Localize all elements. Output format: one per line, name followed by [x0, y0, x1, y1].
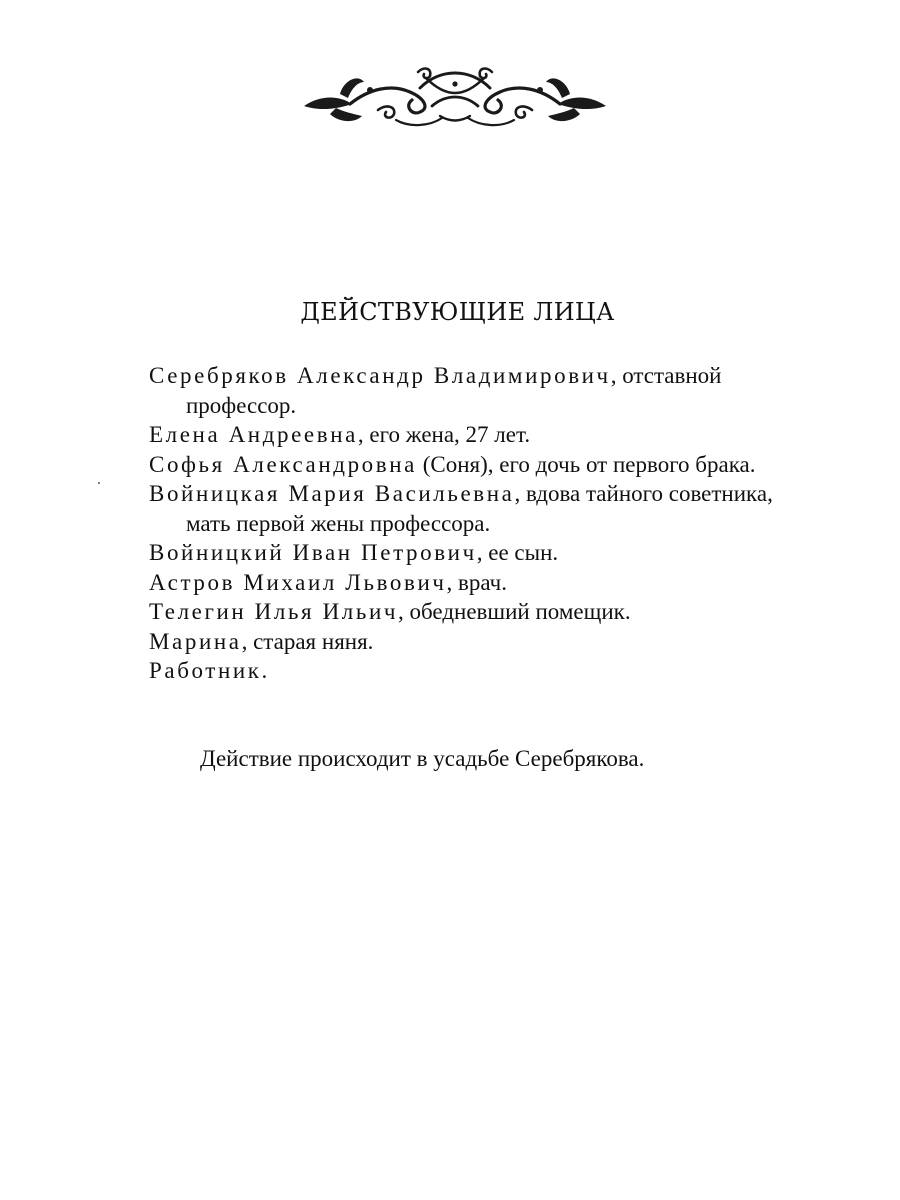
character-name: Серебряков Александр Владимирович	[149, 363, 611, 388]
character-name: Войницкая Мария Васильевна	[149, 481, 515, 506]
character-description: , ее сын.	[476, 540, 559, 565]
cast-entry	[149, 627, 779, 657]
character-description: , старая няня.	[241, 628, 374, 654]
character-description: , отставной профессор.	[186, 363, 722, 418]
cast-entry	[149, 656, 779, 686]
cast-entry	[149, 597, 779, 627]
setting-note: Действие происходит в усадьбе Серебрякова.	[200, 746, 645, 771]
character-description: , его жена, 27 лет.	[357, 422, 531, 447]
cast-entry	[149, 479, 779, 538]
character-name: Телегин Илья Ильич	[149, 599, 399, 624]
cast-entry	[149, 568, 779, 598]
cast-entry	[149, 361, 779, 420]
character-description: , обедневший помещик.	[398, 599, 631, 624]
cast-entry	[149, 538, 779, 568]
scroll-ornament-icon	[300, 58, 610, 134]
character-name: Работник	[149, 658, 262, 683]
page-title: ДЕЙСТВУЮЩИЕ ЛИЦА	[300, 298, 615, 326]
cast-list	[149, 361, 779, 686]
character-name: Марина	[149, 628, 242, 654]
character-name: Войницкий Иван Петрович	[149, 540, 477, 565]
character-description: .	[261, 658, 268, 683]
character-name: Астров Михаил Львович	[149, 569, 447, 595]
page-speck	[98, 482, 100, 484]
character-name: Елена Андреевна	[149, 422, 358, 447]
character-description: , вдова тайного советника, мать первой жены профессора.	[186, 481, 773, 536]
character-description: , врач.	[446, 569, 507, 595]
character-name: Софья Александровна	[149, 451, 417, 477]
cast-entry	[149, 420, 779, 450]
cast-entry	[149, 450, 779, 480]
character-description: (Соня), его дочь от первого брака.	[416, 451, 756, 477]
